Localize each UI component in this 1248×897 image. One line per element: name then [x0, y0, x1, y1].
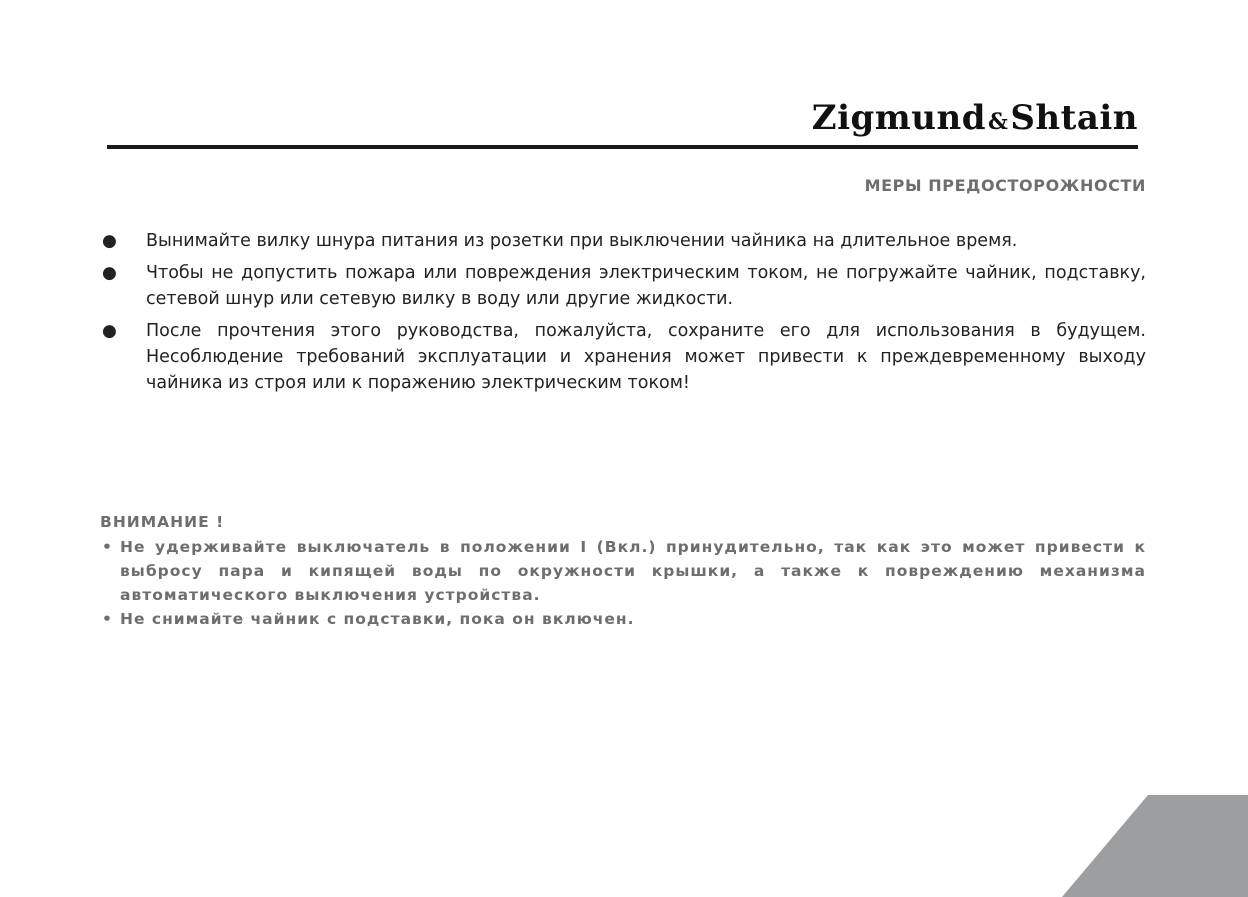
- precaution-text: Чтобы не допустить пожара или повреждения электрическим током, не погружайте чайник, подставку, сетевой шнур или сетевую вилку в воду или другие жидкости.: [146, 263, 1146, 309]
- page-corner-icon: [1062, 795, 1248, 897]
- precaution-text: Вынимайте вилку шнура питания из розетки при выключении чайника на длительное время.: [146, 231, 1018, 251]
- precaution-item: [100, 318, 1146, 396]
- precaution-item: [100, 228, 1146, 254]
- warning-text: Не снимайте чайник с подставки, пока он включен.: [120, 610, 635, 628]
- header-divider: [107, 145, 1138, 149]
- bullet-icon: •: [102, 538, 113, 556]
- bullet-icon: ●: [102, 263, 117, 283]
- bullet-icon: ●: [102, 231, 117, 251]
- page-corner-shape: [1062, 795, 1248, 897]
- bullet-icon: •: [102, 610, 113, 628]
- brand-logo-part1: Zigmund: [811, 98, 986, 138]
- warning-block: [100, 510, 1146, 631]
- warning-item: [100, 607, 1146, 631]
- warning-title: ВНИМАНИЕ !: [100, 513, 225, 531]
- section-title: МЕРЫ ПРЕДОСТОРОЖНОСТИ: [864, 176, 1146, 195]
- brand-logo-part2: Shtain: [1010, 98, 1138, 138]
- warning-item: [100, 535, 1146, 607]
- warning-text: Не удерживайте выключатель в положении I (Вкл.) принудительно, так как это может привести к выбросу пара и кипящей воды по окружности крышки, а также к повреждению механизма автоматического выключения устройства.: [120, 538, 1146, 604]
- precaution-item: [100, 260, 1146, 312]
- precautions-list: [100, 228, 1146, 402]
- brand-logo: [812, 98, 1138, 138]
- bullet-icon: ●: [102, 321, 117, 341]
- warning-list: [100, 535, 1146, 631]
- brand-logo-ampersand: &: [987, 109, 1009, 135]
- precaution-text: После прочтения этого руководства, пожалуйста, сохраните его для использования в будущем. Несоблюдение требований эксплуатации и хранения может привести к преждевременному выходу чайника из строя или к поражению электрическим током!: [146, 321, 1146, 393]
